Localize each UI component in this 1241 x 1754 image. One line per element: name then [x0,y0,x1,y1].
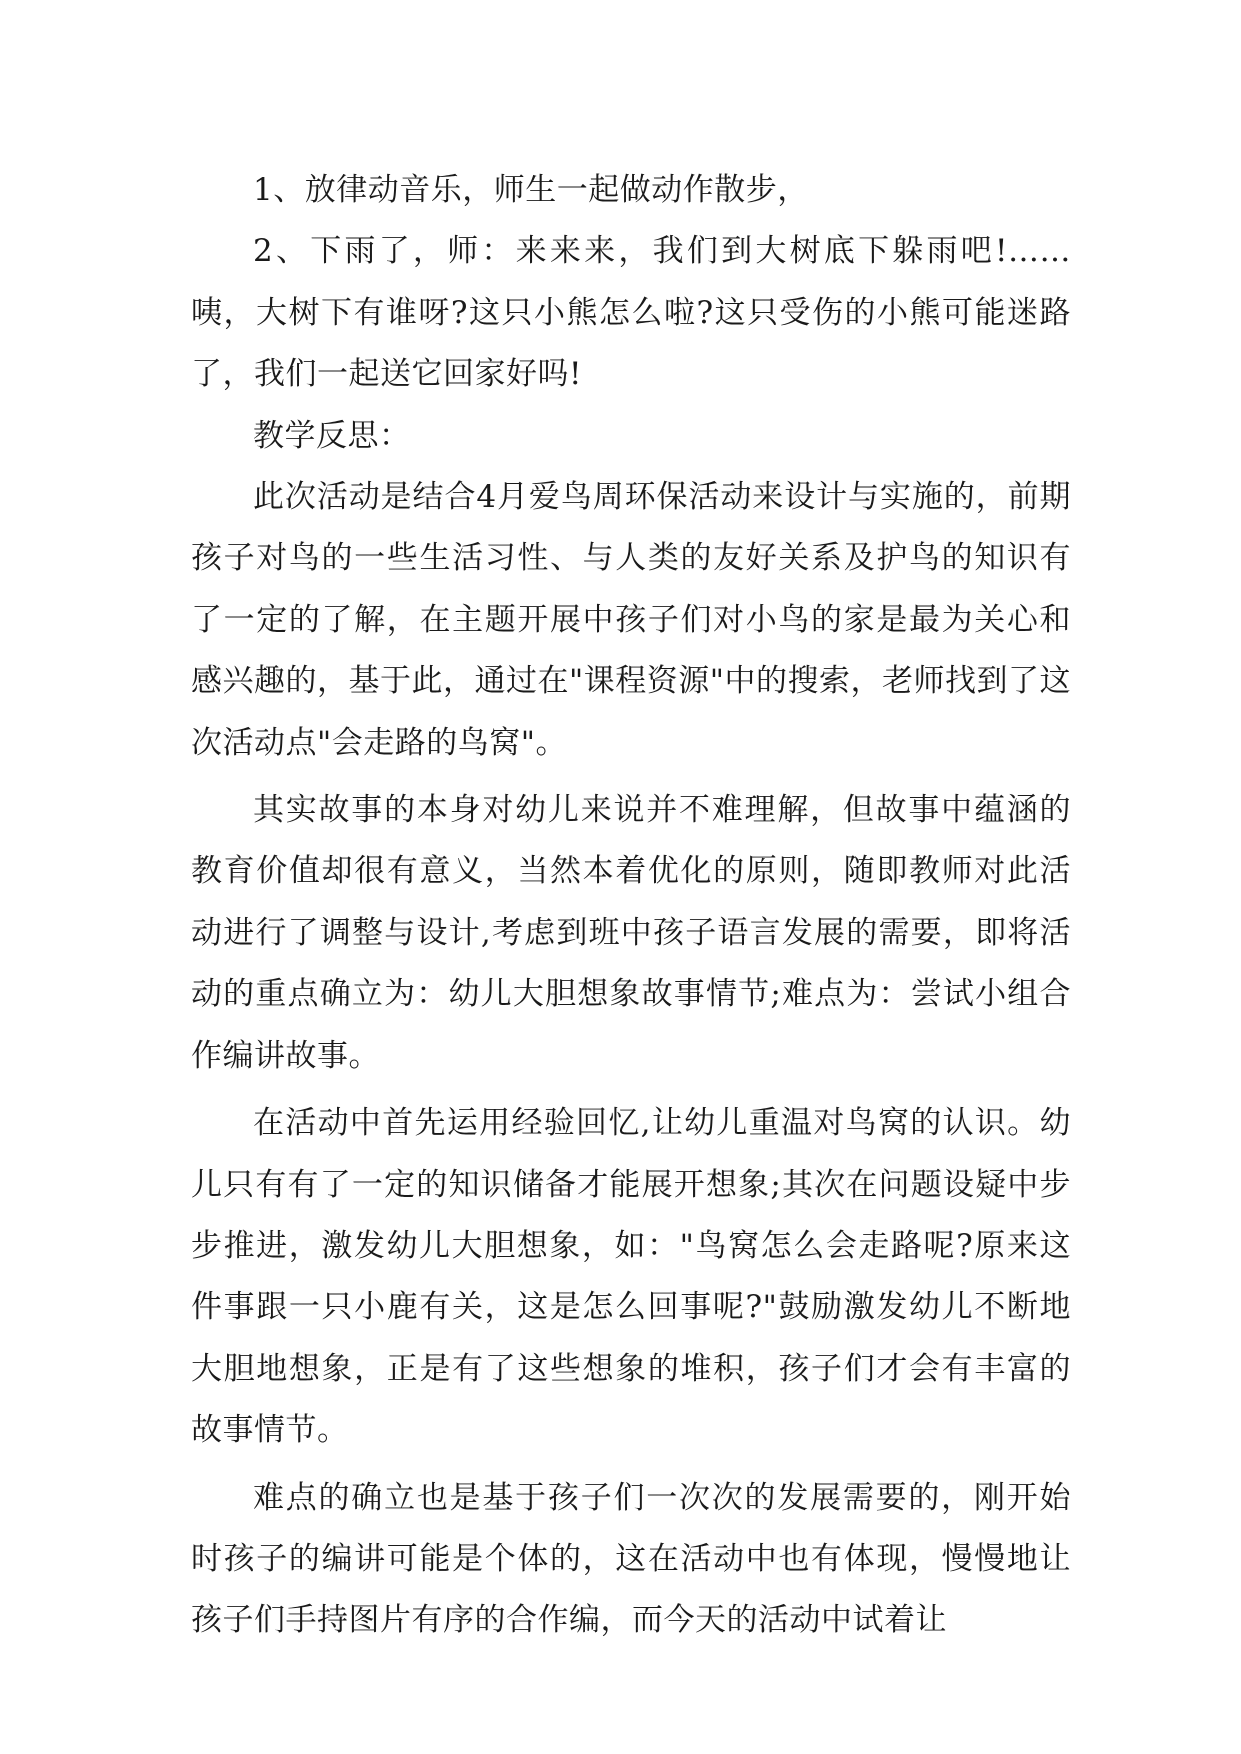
paragraph-reflection-1: 此次活动是结合4月爱鸟周环保活动来设计与实施的，前期孩子对鸟的一些生活习性、与人类的友好关系及护鸟的知识有了一定的了解，在主题开展中孩子们对小鸟的家是最为关心和感兴趣的，基于此，通过在"课程资源"中的搜索，老师找到了这次活动点"会走路的鸟窝"。 [191,479,1072,761]
paragraph-reflection-4: 难点的确立也是基于孩子们一次次的发展需要的，刚开始时孩子的编讲可能是个体的，这在活动中也有体现，慢慢地让孩子们手持图片有序的合作编，而今天的活动中试着让 [191,1479,1071,1639]
paragraph-reflection-3: 在活动中首先运用经验回忆,让幼儿重温对鸟窝的认识。幼儿只有有了一定的知识储备才能展开想象;其次在问题设疑中步步推进，激发幼儿大胆想象，如："鸟窝怎么会走路呢?原来这件事跟一只小鹿有关，这是怎么回事呢?"鼓励激发幼儿不断地大胆地想象，正是有了这些想象的堆积，孩子们才会有丰富的故事情节。 [191,1105,1071,1449]
paragraph-reflection-2: 其实故事的本身对幼儿来说并不难理解，但故事中蕴涵的教育价值却很有意义，当然本着优化的原则，随即教师对此活动进行了调整与设计,考虑到班中孩子语言发展的需要，即将活动的重点确立为：幼儿大胆想象故事情节;难点为：尝试小组合作编讲故事。 [191,792,1071,1074]
document-body [191,160,1071,1652]
paragraph-step-1: 1、放律动音乐，师生一起做动作散步， [253,172,809,208]
section-heading-reflection: 教学反思： [253,417,411,454]
paragraph-step-2: 2、下雨了，师：来来来，我们到大树底下躲雨吧!……咦，大树下有谁呀?这只小熊怎么啦?这只受伤的小熊可能迷路了，我们一起送它回家好吗! [191,233,1071,393]
